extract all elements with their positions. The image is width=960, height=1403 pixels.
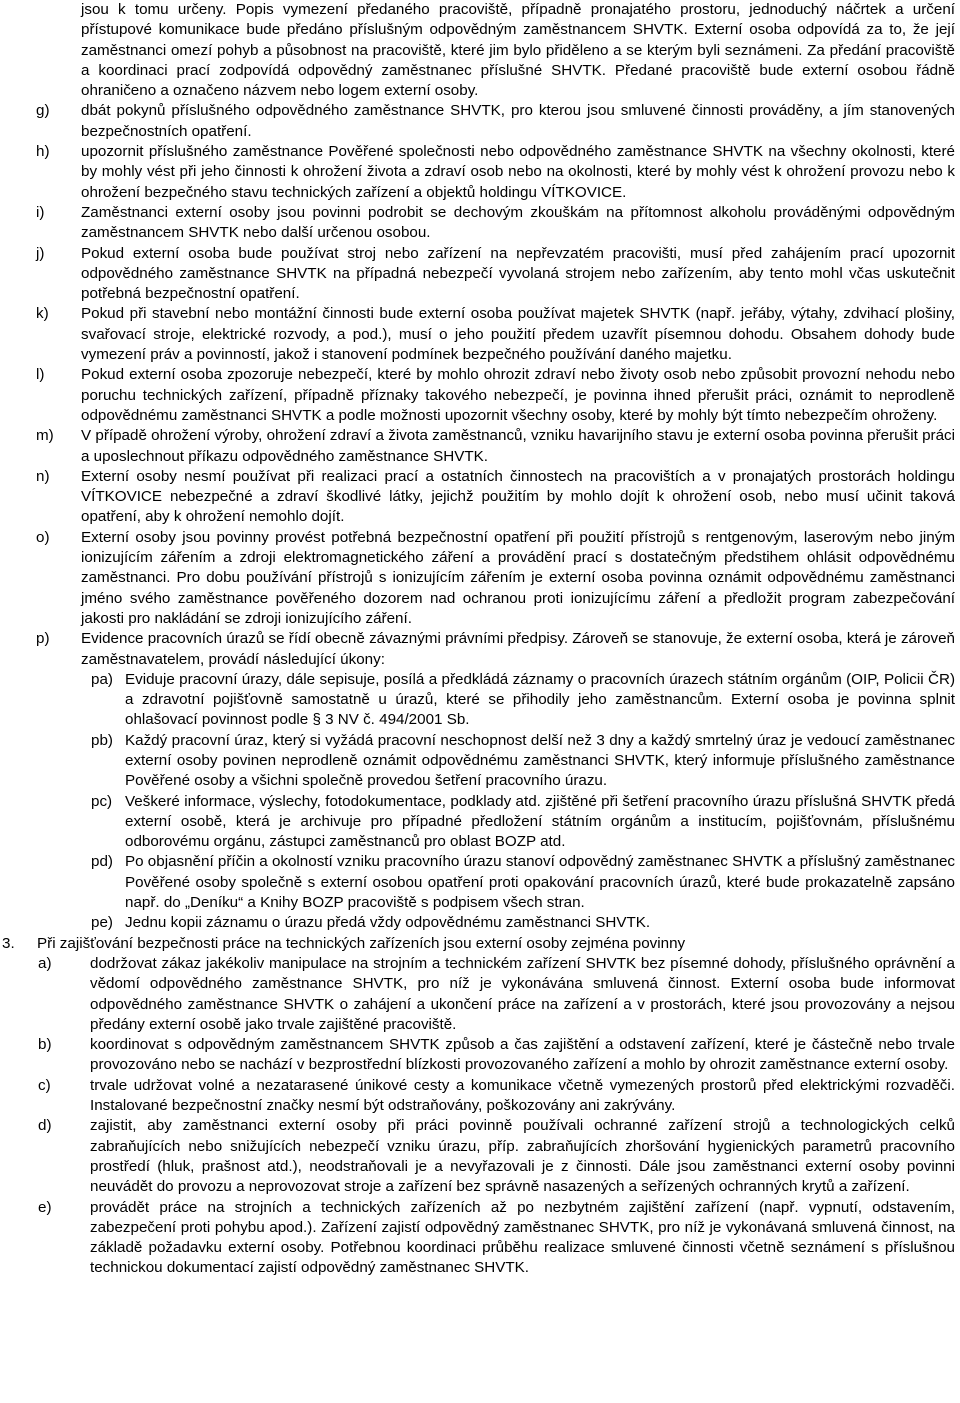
list-item-p xyxy=(0,629,960,670)
list-marker: o) xyxy=(36,528,50,546)
list-item-text: Externí osoby jsou povinny provést potřebná bezpečnostní opatření při použití přístrojů s rentgenovým, laserovým nebo jiným ionizujícím zářením a zdroji elektromagnetického záření a provádění prací s dostatečným předstihem ohlásit odpovědnému zaměstnanci. Pro dobu používání přístrojů s ionizujícím zářením je externí osoba povinna oznámit odpovědnému zaměstnanci jméno svého zaměstnance pověřeného dozorem nad ochranou proti ionizujícímu záření a předložit program zabezpečování jakosti pro nakládání se zdroji ionizujícího záření. xyxy=(81,528,955,627)
list-marker: e) xyxy=(38,1198,52,1216)
list-item-g xyxy=(0,101,960,142)
intro-paragraph xyxy=(0,0,960,101)
list-marker: l) xyxy=(36,366,45,384)
section3-item-b xyxy=(0,1035,960,1076)
section3-item-a xyxy=(0,954,960,1035)
list-item-text: upozornit příslušného zaměstnance Pověřené společnosti nebo odpovědného zaměstnance SHVTK na všechny okolnosti, které by mohly vést při jeho činnosti k ohrožení života a zdraví osob nebo na okolnosti, které by mohly vést k ohrožení provozu nebo k ohrožení bezpečného stavu technických zařízení a objektů holdingu VÍTKOVICE. xyxy=(81,143,955,201)
list-item-h xyxy=(0,142,960,203)
sublist-item-pc xyxy=(0,792,960,853)
section-heading-text: Při zajišťování bezpečnosti práce na technických zařízeních jsou externí osoby zejména povinny xyxy=(37,934,686,952)
section3-item-c xyxy=(0,1076,960,1117)
list-item-text: dodržovat zákaz jakékoliv manipulace na strojním a technickém zařízení SHVTK bez písemné dohody, příslušného oprávnění a vědomí odpovědného zaměstnance SHVTK, pro níž je vykonávána smluvená činnost. Externí osoba bude informovat odpovědného zaměstnance SHVTK o zahájení a ukončení práce na zařízení a v prostorách, které jsou provozovány a nejsou předány externí osobě jako trvale zajištěné pracoviště. xyxy=(90,954,955,1033)
list-marker: m) xyxy=(36,427,54,445)
sublist-marker: pa) xyxy=(91,670,113,688)
sublist-item-pe xyxy=(0,913,960,933)
sublist-marker: pe) xyxy=(91,914,113,932)
list-item-n xyxy=(0,467,960,528)
list-item-text: Pokud externí osoba bude používat stroj nebo zařízení na nepřevzatém pracovišti, musí před zahájením prací upozornit odpovědného zaměstnance SHVTK na případná nebezpečí vyvolaná strojem nebo zařízením, aby tento mohl včas uskutečnit potřebná bezpečnostní opatření. xyxy=(81,244,955,303)
section3-item-e xyxy=(0,1198,960,1279)
list-item-l xyxy=(0,365,960,426)
list-marker: a) xyxy=(38,954,52,972)
sublist-item-text: Eviduje pracovní úrazy, dále sepisuje, posílá a předkládá záznamy o pracovních úrazech státním orgánům (OIP, Policii ČR) a zdravotní pojišťovně samostatně u úrazů, které se přihodily jeho zaměstnancům. Externí osoba je povinna splnit ohlašovací povinnost podle § 3 NV č. 494/2001 Sb. xyxy=(125,670,955,729)
section-3-heading xyxy=(0,934,960,954)
sublist-marker: pb) xyxy=(91,731,113,749)
list-item-text: V případě ohrožení výroby, ohrožení zdraví a života zaměstnanců, vzniku havarijního stavu je externí osoba povinna přerušit práci a uposlechnout příkazu odpovědného zaměstnance SHVTK. xyxy=(81,427,955,465)
list-marker: j) xyxy=(36,244,45,262)
sublist-marker: pc) xyxy=(91,792,113,810)
list-item-text: Zaměstnanci externí osoby jsou povinni podrobit se dechovým zkouškám na přítomnost alkoholu prováděnými odpovědným zaměstnancem SHVTK nebo další určenou osobou. xyxy=(81,203,955,242)
list-item-text: zajistit, aby zaměstnanci externí osoby při práci povinně používali ochranné zařízení strojů a technologických celků zabraňujících nebo snižujících nebezpečí vzniku úrazu, příp. zabraňujících zhoršování hygienických parametrů pracovního prostředí (hluk, prašnost atd.), neodstraňovali je a nevyřazovali je z činnosti. Dále jsou zaměstnanci externí osoby povinni neuvádět do provozu a neprovozovat stroje a zařízení bez správně nasazených a seřízených ochranných krytů a zařízení. xyxy=(90,1117,955,1196)
list-item-text: trvale udržovat volné a nezatarasené únikové cesty a komunikace včetně vymezených prostorů před elektrickými rozvaděči. Instalované bezpečnostní značky nesmí být odstraňovány, poškozovány ani zakrývány. xyxy=(90,1076,955,1115)
sublist-item-text: Veškeré informace, výslechy, fotodokumentace, podklady atd. zjištěné při šetření pracovního úrazu příslušná SHVTK předá externí osobě, která je archivuje pro případné předložení státním orgánům a institucím, pojišťovnám, příslušnému odborovému orgánu, zástupci zaměstnanců pro oblast BOZP atd. xyxy=(125,792,955,851)
list-marker: b) xyxy=(38,1036,52,1054)
list-marker: c) xyxy=(38,1076,51,1094)
list-marker: n) xyxy=(36,467,50,485)
list-item-o xyxy=(0,528,960,629)
list-item-text: koordinovat s odpovědným zaměstnancem SHVTK způsob a čas zajištění a odstavení zařízení, které je částečně nebo trvale provozováno nebo se nachází v bezprostřední blízkosti provozovaného zařízení a mohlo by ohrozit zaměstnance externí osoby. xyxy=(90,1036,955,1074)
list-item-j xyxy=(0,244,960,305)
list-item-text: Pokud při stavební nebo montážní činnosti bude externí osoba používat majetek SHVTK (např. jeřáby, výtahy, zdvihací plošiny, svařovací stroje, elektrické rozvody, a pod.), musí o jeho použití předem uzavřít písemnou dohodu. Obsahem dohody bude vymezení práv a povinností, jakož i stanovení podmínek bezpečného používání daného majetku. xyxy=(81,305,955,364)
list-item-text: dbát pokynů příslušného odpovědného zaměstnance SHVTK, pro kterou jsou smluvené činnosti prováděny, a jím stanovených bezpečnostních opatření. xyxy=(81,102,955,140)
intro-text: jsou k tomu určeny. Popis vymezení předaného pracoviště, případně pronajatého prostoru, jednoduchý náčrtek a určení přístupové komunikace bude předáno příslušným odpovědným zaměstnancem SHVTK. Externí osoba odpovídá za to, že její zaměstnanci omezí pohyb a působnost na pracoviště, které jim bylo přiděleno a se kterým byli seznámeni. Za předání pracoviště a koordinaci prací zodpovídá odpovědný zaměstnanec příslušné SHVTK. Předané pracoviště bude externí osobou řádně ohraničeno a označeno názvem nebo logem externí osoby. xyxy=(81,1,955,100)
list-marker: g) xyxy=(36,102,50,120)
list-item-i xyxy=(0,203,960,244)
list-item-text: provádět práce na strojních a technických zařízeních až po nezbytném zajištění zařízení (např. vypnutí, odstavením, zabezpečení proti pohybu apod.). Zařízení zajistí odpovědný zaměstnanec SHVTK, pro níž je vykonávaná smluvená činnost, na základě požadavku externí osoby. Potřebnou koordinaci průběhu realizace smluvené činnosti včetně seznámení s příslušnou technickou dokumentací zajistí odpovědný zaměstnanec SHVTK. xyxy=(90,1198,955,1277)
list-marker: k) xyxy=(36,305,49,323)
list-marker: h) xyxy=(36,143,50,161)
list-marker: p) xyxy=(36,630,50,648)
list-item-text: Pokud externí osoba zpozoruje nebezpečí, které by mohlo ohrozit zdraví nebo životy osob nebo způsobit provozní nehodu nebo poruchu technických zařízení, případně příznaky takového nebezpečí, je povinna ihned přerušit práci, oznámit to neprodleně odpovědnému zaměstnanci SHVTK a podle možnosti upozornit všechny osoby, které by mohly být tímto nebezpečím ohroženy. xyxy=(81,366,955,424)
list-item-text: Evidence pracovních úrazů se řídí obecně závaznými právními předpisy. Zároveň se stanovuje, že externí osoba, která je zároveň zaměstnavatelem, provádí následující úkony: xyxy=(81,630,955,668)
list-marker: d) xyxy=(38,1117,52,1135)
sublist-item-pd xyxy=(0,852,960,913)
sublist-item-pb xyxy=(0,731,960,792)
list-item-text: Externí osoby nesmí používat při realizaci prací a ostatních činnostech na pracovištích a v pronajatých prostorách holdingu VÍTKOVICE nebezpečné a zdraví škodlivé látky, jejichž použitím by mohlo dojít k ohrožení osob, nebo musí učinit taková opatření, aby k ohrožení nemohlo dojít. xyxy=(81,467,955,526)
list-item-m xyxy=(0,426,960,467)
sublist-item-text: Každý pracovní úraz, který si vyžádá pracovní neschopnost delší než 3 dny a každý smrtelný úraz je vedoucí zaměstnanec externí osoby povinen neprodleně oznámit odpovědnému zaměstnanci SHVTK, který informuje příslušného zaměstnance Pověřené osoby a všichni společně provedou šetření pracovního úrazu. xyxy=(125,731,955,790)
sublist-item-text: Po objasnění příčin a okolností vzniku pracovního úrazu stanoví odpovědný zaměstnanec SHVTK a příslušný zaměstnanec Pověřené osoby společně s externí osobou opatření proti opakování pracovních úrazů, které bude prokazatelně zapsáno např. do „Deníku“ a Knihy BOZP pracoviště s podpisem všech stran. xyxy=(125,853,955,912)
sublist-item-text: Jednu kopii záznamu o úrazu předá vždy odpovědnému zaměstnanci SHVTK. xyxy=(125,914,651,932)
section-number: 3. xyxy=(2,934,15,952)
list-marker: i) xyxy=(36,203,45,221)
sublist-item-pa xyxy=(0,670,960,731)
list-item-k xyxy=(0,304,960,365)
section3-item-d xyxy=(0,1116,960,1197)
sublist-marker: pd) xyxy=(91,853,113,871)
